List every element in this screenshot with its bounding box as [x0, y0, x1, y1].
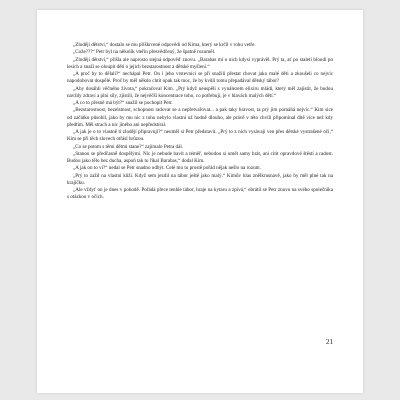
body-text [67, 42, 333, 202]
paragraph: „Stanou se předčasně dospělými. Nic je nebude bavit a téměř, nebudou si umět samy hrát, ani cítit opravdové štěstí a radost. Budou jako tělo bez ducha, aspoň tak to říkal Barabas,“ dodal Kim. [67, 150, 333, 164]
paragraph: „A jak on to ví?“ nedal se Petr snadno odbýt. Celé mu to prostě pořád nějak nešlo na rozum. [73, 165, 261, 172]
paragraph: „Co se potom s těmi dětmi stane?“ zajímalo Petra dál. [73, 143, 184, 150]
paragraph: „Zlodějí dětství,“ dostalo se mu příškrcené odpovědi od Kima, který se krčil v rohu vetře. [73, 42, 256, 48]
paragraph: „Aby dosáhli věčného života,“ pokračoval Kim. „Prý když neuspěli s vynálezem elixíru mládí, který měl zajistit, že budou navždy zdraví a plní síly, zjistili, že nejvěčší koncentrace toho, co potřebují, je v hlavách malých dětí.“ [67, 85, 333, 99]
book-page [37, 10, 363, 393]
paragraph: „Bezstarostnost, bezelstnost, schopnost radovat se a nepřetvařovat... a pak taky hravost, ta prý jim pomáhá nejvíc.“ Kim sice od začátku působil, jako by mu nic z toho nebylo vlastní už hodně dlouho, ale právě v této chvíli připomínal dítě více než kdy předtím. Měl strach a nic jiného ani nepředstíral. [67, 107, 333, 128]
paragraph: „A co to přesně má být?“ snažil se pochopit Petr. [73, 100, 173, 106]
paragraph: „A jak je o to vlastně ti zlodějí připravují?“ neuměl si Petr představit. „Prý to z nich vysávají ven přes dětské vystrašené oči,“ Kim se při těch slovech otřásl hrůzou. [67, 129, 333, 143]
paragraph: „Prý to zažil na vlastní kůži. Když sem jezdil na tábor ještě jako malý.“ Kimův hlas znělkrusnavě, jako by měl plné tak na krajíčku. [67, 172, 333, 186]
paragraph: „Cože???“ Petr byl na několik vteřin přesvědčený, že špatně rozuměl. [73, 49, 216, 56]
paragraph: „Zlodějí dětství,“ přišla ale naprosto stejná odpověď znovu. „Barabas mi o nich kdysi vyprávěl. Prý ta, ať po staletí bloudí po lesích a snaží se oloupit děti o jejich bezstarostnost a dětské myšlení.“ [67, 56, 333, 70]
paragraph: „A proč by to dělali?“ nechápal Petr. On i jeho vrstevníci se při snažili přestat chovat jako malé děti a zkoušeli co nejvíc napodobovat dospělé. Proč by měl někdo chtít opak tak moc, že by kvůli tomu přepadával dětský tábor? [67, 71, 333, 85]
page-number: 21 [326, 338, 333, 346]
paragraph: „Ale vždyť on je dnes v pohodě. Pořádá přece tenhle tábor, hraje na kytaru a zpívá,“ obrátil se Petr znovu na svého společníka s otázkou v očích. [67, 187, 333, 201]
